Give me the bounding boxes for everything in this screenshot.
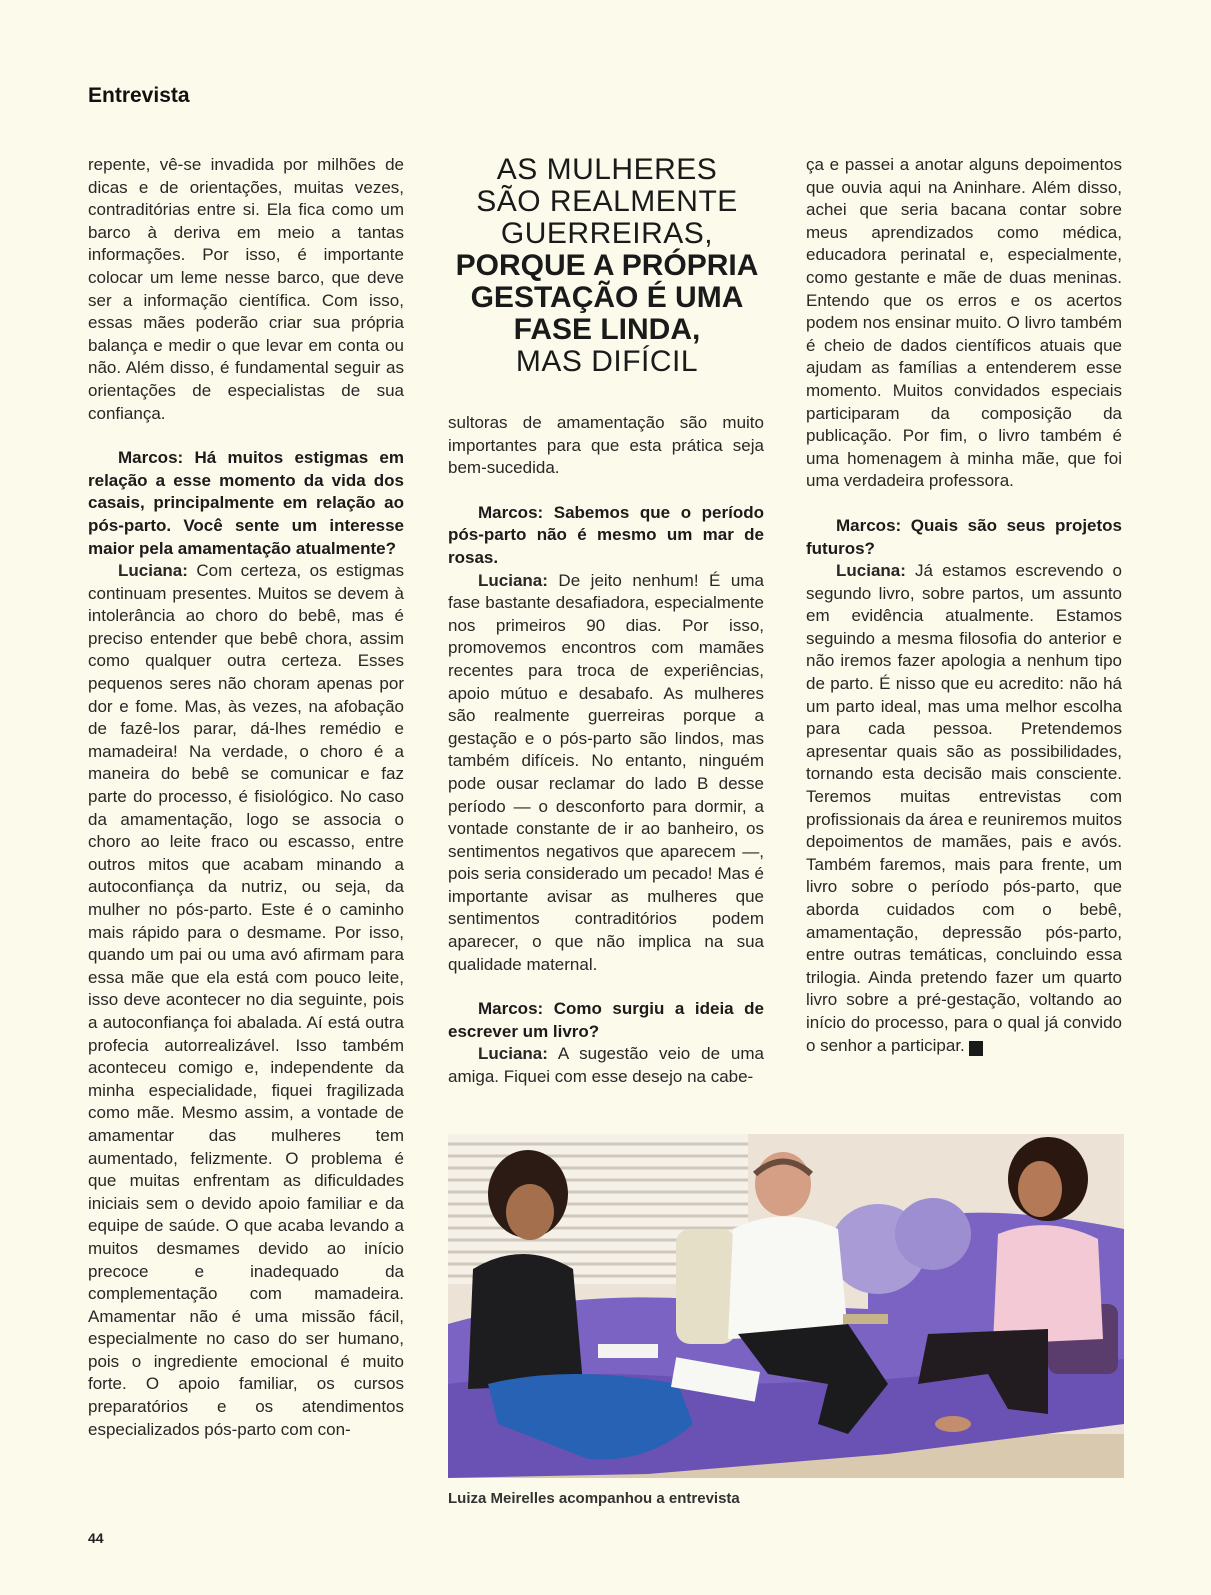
section-label: Entrevista	[88, 84, 190, 107]
paragraph: sultoras de amamentação são muito importantes para que esta prática seja bem-sucedida.	[448, 413, 764, 478]
pull-quote-line: GUERREIRAS,	[500, 217, 714, 250]
answer-text: De jeito nenhum! É uma fase bastante desafiadora, especialmente nos primeiros 90 dias. Por isso, promovemos encontros com mamães recentes para troca de experiências, apoio mútuo e desabafo. As mulheres são realmente guerreiras porque a gestação e o pós-parto são lindos, mas também difíceis. No entanto, ninguém pode ousar reclamar do lado B desse período — o desconforto para dormir, a vontade constante de ir ao banheiro, os sentimentos negativos que aparecem —, pois seria considerado um pecado! Mas é importante avisar as mulheres que sentimentos contraditórios podem aparecer, o que não implica na sua qualidade maternal.	[448, 570, 764, 974]
pull-quote	[446, 154, 768, 378]
photo-caption: Luiza Meirelles acompanhou a entrevista	[448, 1490, 740, 1507]
interview-answer	[448, 570, 764, 977]
interview-question: Marcos: Quais são seus projetos futuros?	[806, 515, 1122, 558]
article-column-3	[806, 154, 1122, 1057]
end-of-article-icon: r	[969, 1041, 983, 1056]
pull-quote-line: GESTAÇÃO É UMA	[470, 281, 744, 314]
pull-quote-line: FASE LINDA,	[513, 313, 701, 346]
paragraph: ça e passei a anotar alguns depoimentos que ouvia aqui na Aninhare. Além disso, achei que seria bacana contar sobre meus aprendizados como médica, educadora perinatal e, especialmente, como gestante e mãe de duas meninas. Entendo que os erros e os acertos podem nos ensinar muito. O livro também é cheio de dados científicos atuais que ajudam as famílias a entenderem esse momento. Muitos convidados especiais participaram da composição da publicação. Por fim, o livro também é uma homenagem à minha mãe, que foi uma verdadeira professora.	[806, 155, 1122, 491]
interview-question: Marcos: Sabemos que o período pós-parto não é mesmo um mar de rosas.	[448, 502, 764, 567]
interview-answer	[448, 1043, 764, 1088]
article-column-2	[448, 412, 764, 1089]
answer-text: Já estamos escrevendo o segundo livro, sobre partos, um assunto em evidência atualmente. Estamos seguindo a mesma filosofia do anterior e não iremos fazer apologia a nenhum tipo de parto. É nisso que eu acredito: não há um parto ideal, mas uma melhor escolha para cada pessoa. Pretendemos apresentar quais são as possibilidades, tornando esta decisão mais consciente. Teremos muitas entrevistas com profissionais da área e reuniremos muitos depoimentos de mamães, pais e avós. Também faremos, mais para frente, um livro sobre o período pós-parto, que aborda cuidados com o bebê, amamentação, depressão pós-parto, entre outras temáticas, concluindo essa trilogia. Ainda pretendo fazer um quarto livro sobre a pré-gestação, voltando ao início do processo, para o qual já convido o senhor a participar.	[806, 561, 1122, 1055]
pull-quote-line: SÃO REALMENTE	[476, 185, 738, 218]
interview-question: Marcos: Como surgiu a ideia de escrever um livro?	[448, 999, 764, 1041]
article-column-1	[88, 154, 404, 1441]
pull-quote-line: AS MULHERES	[496, 153, 718, 186]
pull-quote-line: MAS DIFÍCIL	[515, 345, 699, 378]
interview-photo-illustration	[448, 1134, 1124, 1478]
speaker-label: Luciana:	[118, 561, 188, 581]
answer-text: Com certeza, os estigmas continuam presentes. Muitos se devem à intolerância ao choro do bebê, mas é preciso entender que bebê chora, assim como qualquer outra certeza. Esses pequenos seres não choram apenas por dor e fome. Mas, às vezes, na afobação de fazê-los parar, dá-lhes remédio e mamadeira! Na verdade, o choro é a maneira do bebê se comunicar e faz parte do processo, é fisiológico. No caso da amamentação, logo se associa o choro ao leite fraco ou escasso, entre outros mitos que acabam minando a autoconfiança da nutriz, ou seja, da mulher no pós-parto. Este é o caminho mais rápido para o desmame. Por isso, quando um pai ou uma avó afirmam para essa mãe que ela está com pouco leite, isso deve acontecer no dia seguinte, pois a autoconfiança foi abalada. Aí está outra profecia autorrealizável. Isso também aconteceu comigo e, independente da minha especialidade, fiquei fragilizada como mãe. Mesmo assim, a vontade de amamentar das mulheres tem aumentado, felizmente. O problema é que muitas enfrentam as dificuldades iniciais sem o devido apoio familiar e da equipe de saúde. O que acaba levando a muitos desmames devido ao início precoce e inadequado da complementação com mamadeira. Amamentar não é uma missão fácil, especialmente no caso do ser humano, pois o ingrediente emocional é muito forte. O apoio familiar, os cursos preparatórios e os atendimentos especializados pós-parto com con-	[88, 561, 404, 1439]
interview-question: Marcos: Há muitos estigmas em relação a esse momento da vida dos casais, principalmente em relação ao pós-parto. Você sente um interesse maior pela amamentação atualmente?	[88, 448, 404, 558]
interview-answer	[806, 560, 1122, 1057]
speaker-label: Luciana:	[478, 1044, 548, 1064]
paragraph: repente, vê-se invadida por milhões de dicas e de orientações, muitas vezes, contraditórias entre si. Ela fica como um barco à deriva em meio a tantas informações. Por isso, é importante colocar um leme nesse barco, que deve ser a informação científica. Com isso, essas mães poderão criar sua própria balança e medir o que levar em conta ou não. Além disso, é fundamental seguir as orientações de especialistas de sua confiança.	[88, 155, 404, 423]
speaker-label: Luciana:	[836, 561, 906, 581]
answer-text: A sugestão veio de uma amiga. Fiquei com esse desejo na cabe-	[448, 1044, 764, 1087]
page-number: 44	[88, 1530, 104, 1546]
pull-quote-line: PORQUE A PRÓPRIA	[455, 249, 759, 282]
speaker-label: Luciana:	[478, 570, 548, 590]
interview-answer	[88, 560, 404, 1441]
interview-photo	[448, 1134, 1124, 1478]
